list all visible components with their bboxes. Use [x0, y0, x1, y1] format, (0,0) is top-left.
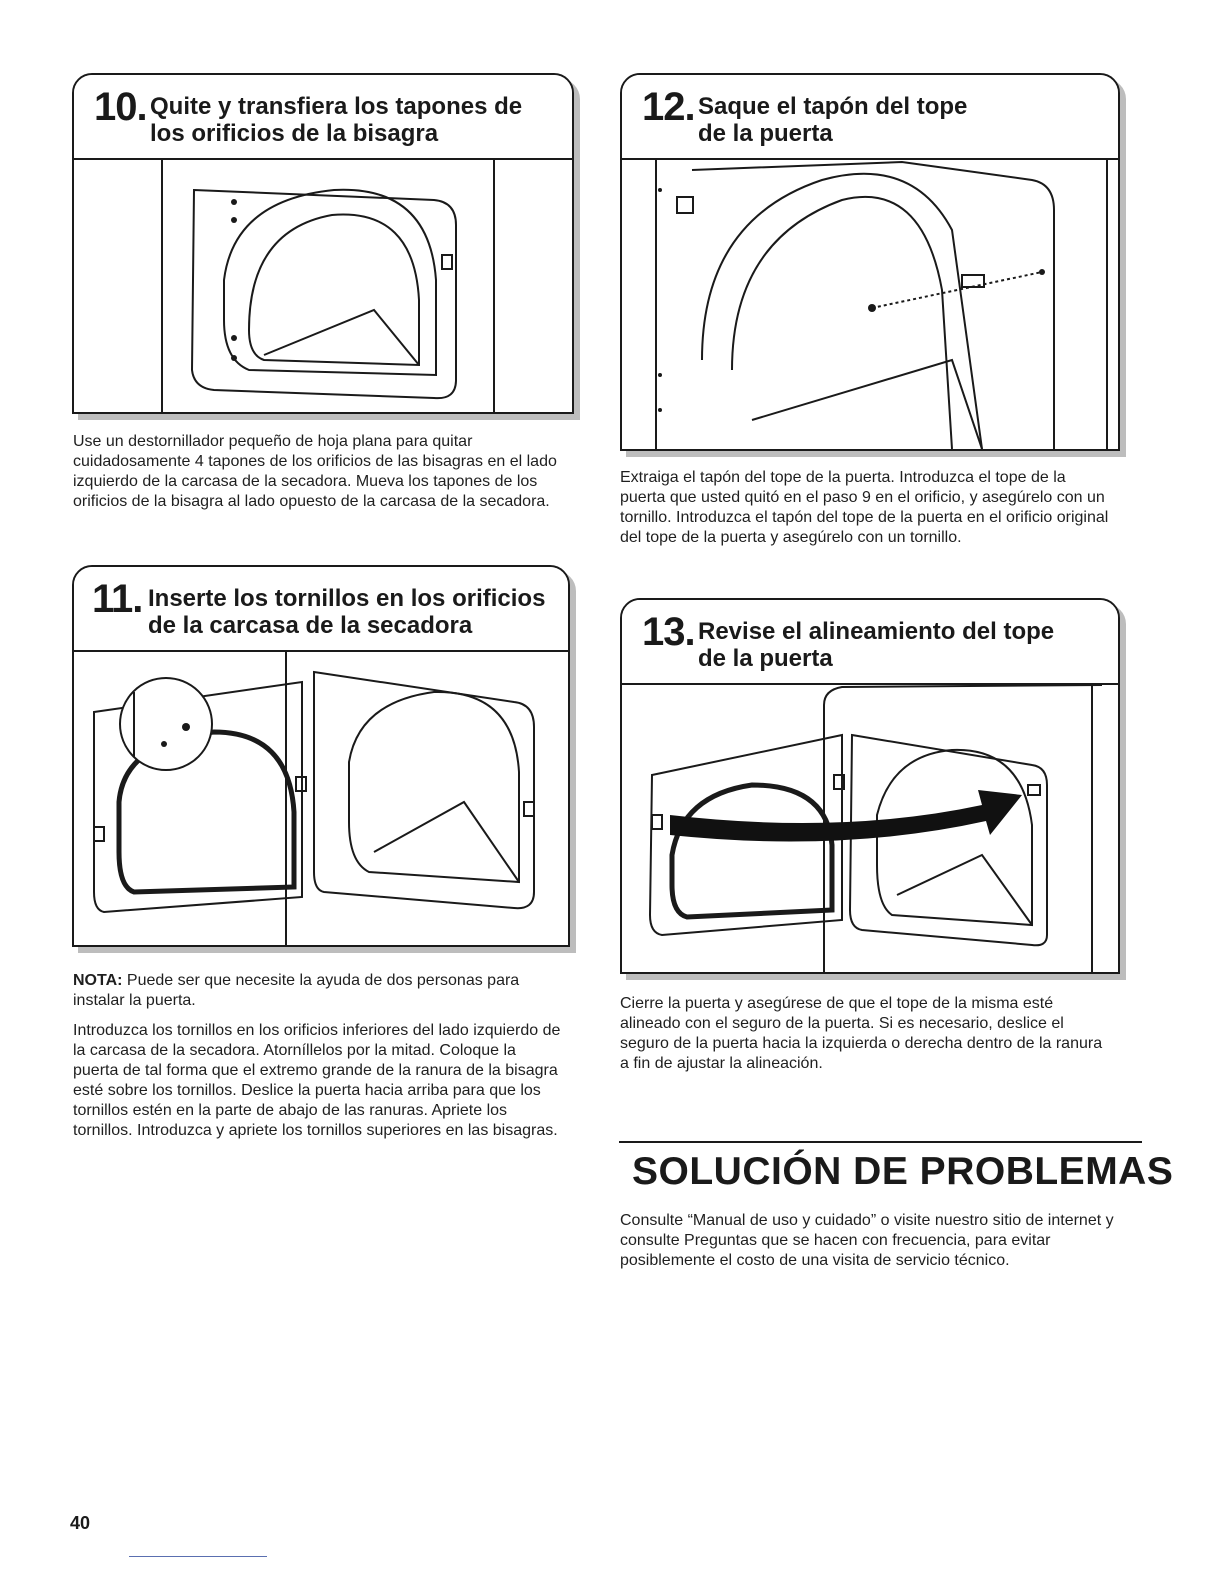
step-10-header — [74, 75, 572, 160]
footer-rule — [129, 1556, 267, 1557]
step-11-panel — [72, 565, 570, 947]
step-10-text: Use un destornillador pequeño de hoja plana para quitar cuidadosamente 4 tapones de los orificios de las bisagras en el lado izquierdo de la carcasa de la secadora. Mueva los tapones de los orificios de la bisagra al lado opuesto de la carcasa de la secadora. — [73, 433, 557, 510]
section-text: Consulte “Manual de uso y cuidado” o visite nuestro sitio de internet y consulte Preguntas que se hacen con frecuencia, para evitar posiblemente el costo de una visita de servicio técnico. — [620, 1212, 1114, 1269]
step-11-number: 11. — [92, 577, 143, 621]
step-13-text: Cierre la puerta y asegúrese de que el tope de la misma esté alineado con el seguro de la puerta. Si es necesario, deslice el seguro de la puerta hacia la izquierda o derecha dentro de la ranura a fin de ajustar la alineación. — [620, 995, 1103, 1072]
step-10-title: Quite y transfiera los tapones de los orificios de la bisagra — [150, 93, 523, 147]
step-13-title: Revise el alineamiento del tope de la puerta — [698, 618, 1055, 672]
nota-label: NOTA: — [73, 972, 123, 989]
step-10-panel — [72, 73, 574, 414]
step-11-nota — [73, 971, 563, 1011]
step-12-text: Extraiga el tapón del tope de la puerta. Introduzca el tope de la puerta que usted quitó en el paso 9 en el orificio, y asegúrelo con un tornillo. Introduzca el tapón del tope de la puerta en el orificio original del tope de la puerta y asegúrelo con un tornillo. — [620, 469, 1109, 546]
step-11-figure — [74, 652, 568, 945]
dryer-cabinet-hinge-plugs-illustration — [74, 160, 572, 412]
page-number: 40 — [70, 1513, 91, 1533]
step-13-figure — [622, 685, 1118, 972]
step-12-header — [622, 75, 1118, 160]
step-11-title: Inserte los tornillos en los orificios de la carcasa de la secadora — [148, 585, 546, 639]
step-13-number: 13. — [642, 610, 695, 654]
step-12-number: 12. — [642, 85, 695, 129]
dryer-door-screws-illustration — [74, 652, 568, 945]
step-13-panel — [620, 598, 1120, 974]
step-12-figure — [622, 160, 1118, 449]
step-11-text: Introduzca los tornillos en los orificios inferiores del lado izquierdo de la carcasa de la secadora. Atorníllelos por la mitad. Coloque la puerta de tal forma que el extremo grande de la ranura de la bisagra esté sobre los tornillos. Deslice la puerta hacia arriba para que los tornillos estén en la parte de abajo de las ranuras. Apriete los tornillos. Introduzca y apriete los tornillos superiores en las bisagras. — [73, 1022, 561, 1139]
section-title: SOLUCIÓN DE PROBLEMAS — [632, 1150, 1174, 1193]
door-alignment-arrow-illustration — [622, 685, 1118, 972]
step-10-number: 10. — [94, 85, 147, 129]
step-12-title: Saque el tapón del tope de la puerta — [698, 93, 968, 147]
section-divider — [619, 1141, 1142, 1143]
step-13-header — [622, 600, 1118, 685]
door-stop-plug-illustration — [622, 160, 1118, 449]
step-12-panel — [620, 73, 1120, 451]
nota-text: Puede ser que necesite la ayuda de dos personas para instalar la puerta. — [73, 972, 520, 1009]
step-11-header — [74, 567, 568, 652]
step-10-figure — [74, 160, 572, 412]
